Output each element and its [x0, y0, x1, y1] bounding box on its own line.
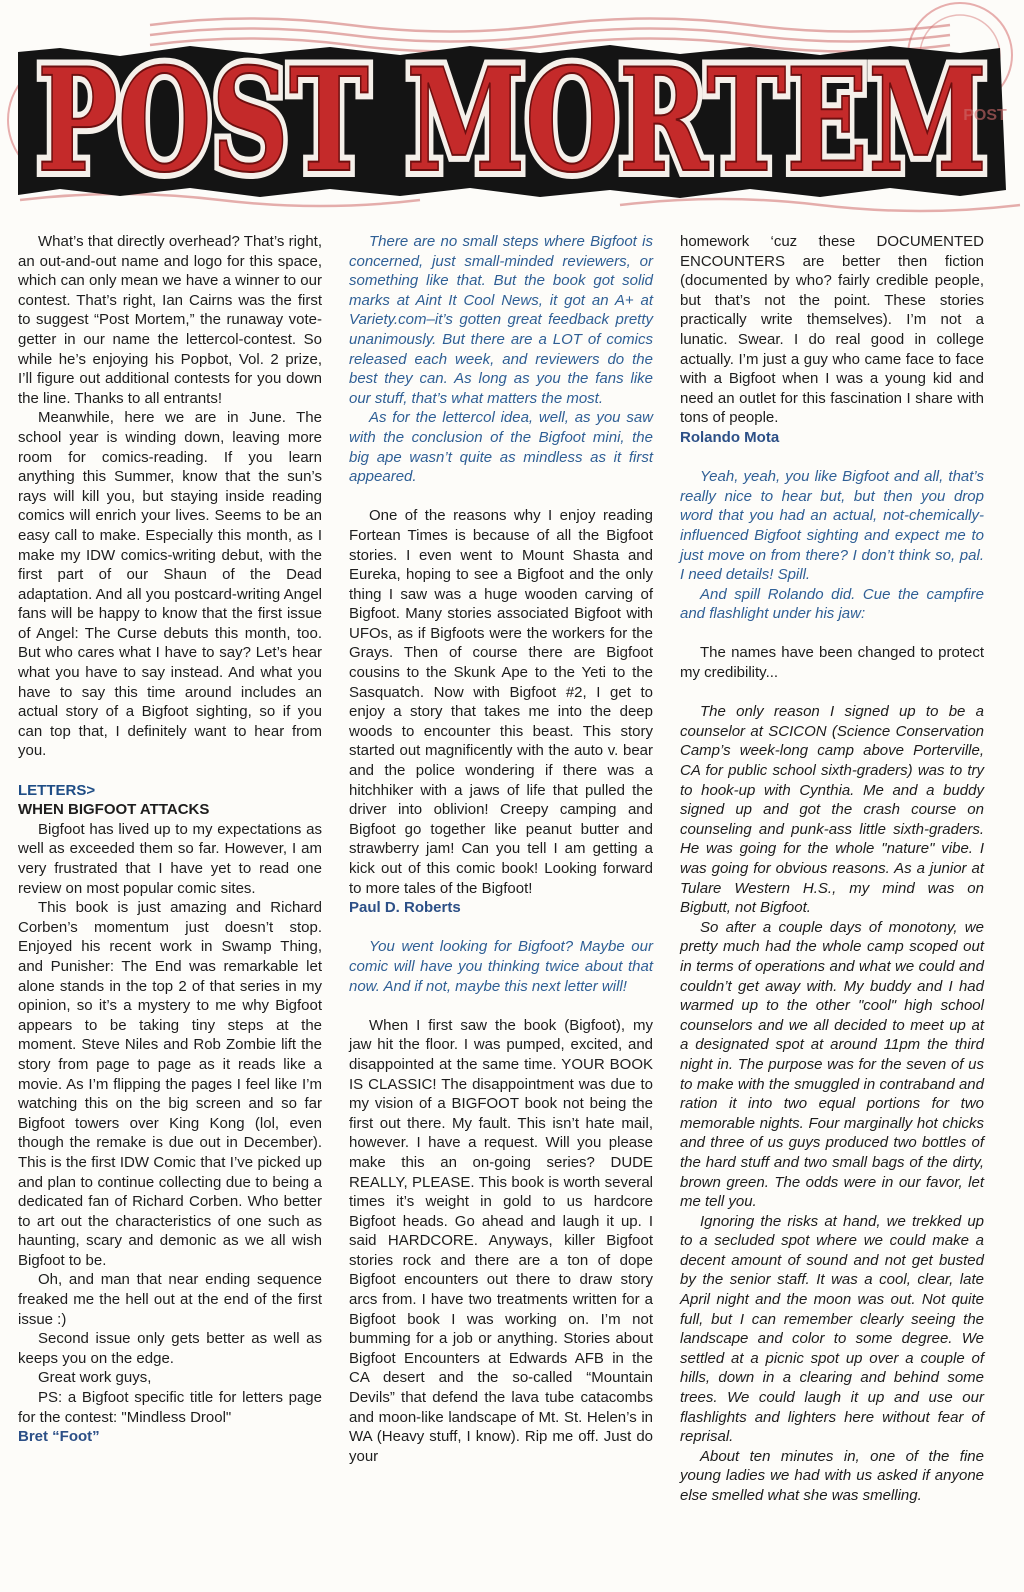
letter-1-para-3: Oh, and man that near ending sequence freaked me the hell out at the end of the first issue :): [18, 1271, 322, 1328]
letter-1-para-2: This book is just amazing and Richard Corben’s momentum just doesn’t stop. Enjoyed his recent work in Swamp Thing, and Punisher: The End was remarkable let alone stands in the top 2 of that series in my opinion, so it’s a mystery to me why Bigfoot appears to be taking tiny steps at the moment. Steve Niles and Rob Zombie lift the story from page to page as it reads like a movie. As I’m flipping the pages I feel like I’m watching this on the big screen and so far Bigfoot towers over King Kong (lol, even though the remake is due out in December). This is the first IDW Comic that I’ve picked up and plan to continue collecting due to being a dedicated fan of Richard Corben. Who better to art out the characteristics of one such as haunting, scary and demonic as we all wish Bigfoot to be.: [18, 899, 322, 1269]
story-para-1: The only reason I signed up to be a counselor at SCICON (Science Conservation Camp’s week-long camp above Porterville, CA for public school sixth-graders) was to try to hook-up with Cynthia. Me and a buddy signed up and got the crash course on counseling and punk-ass little sixth-graders. He was going for the whole "nature" vibe. I was going for obvious reasons. As a junior at Tulare Western H.S., my mind was on Bigbutt, not Bigfoot.: [680, 703, 984, 917]
letter-3-body-continued: homework ‘cuz these DOCUMENTED ENCOUNTERS are better then fiction (documented by who? fairly credible people, but that’s not the point. These stories practically write themselves). I’m not a lunatic. Swear. I do real good in college actually. I’m just a guy who came face to face with a Bigfoot when I was a young kid and need an outlet for this fascination I share with tons of people.: [680, 233, 984, 427]
editor-reply-2: As for the lettercol idea, well, as you saw with the conclusion of the Bigfoot mini, the big ape wasn’t quite as mindless as it first appeared.: [349, 409, 653, 486]
editor-reply-5: And spill Rolando did. Cue the campfire and flashlight under his jaw:: [680, 585, 984, 623]
editor-intro-2: Meanwhile, here we are in June. The school year is winding down, leaving more room for comics-reading. If you learn anything this Summer, know that the sun’s rays will kill you, but staying inside reading comics will enrich your lives. Seems to be an easy call to make. Especially this month, as I make my IDW comics-writing debut, with the first part of our Shaun of the Dead adaptation. And all you postcard-writing Angel fans will be happy to know that the first issue of Angel: The Curse debuts this month, too. But who cares what I have to say? Let’s hear what you have to say instead. And what you have to say this time around includes an actual story of a Bigfoot sighting, so if you can top that, I definitely want to hear from you.: [18, 409, 322, 760]
editor-intro-1: What’s that directly overhead? That’s right, an out-and-out name and logo for this space, which can only mean we have a winner to our contest. That’s right, Ian Cairns was the first to suggest “Post Mortem,” the runaway vote-getter in our name the lettercol-contest. So while he’s enjoying his Popbot, Vol. 2 prize, I’ll figure out additional contests for you down the line. Thanks to all entrants!: [18, 233, 322, 407]
letters-label: LETTERS>: [18, 781, 96, 799]
story-note: The names have been changed to protect my credibility...: [680, 644, 984, 682]
editor-reply-3: You went looking for Bigfoot? Maybe our comic will have you thinking twice about that now. And if not, maybe this next letter will!: [349, 938, 653, 995]
letter-3-body: When I first saw the book (Bigfoot), my jaw hit the floor. I was pumped, excited, and disappointed at the same time. YOUR BOOK IS CLASSIC! The disappointment was due to my vision of a BIGFOOT book not being the first out there. My fault. This isn’t hate mail, however. I have a request. Will you please make this an on-going series? DUDE REALLY, PLEASE. This book is worth several times it’s weight in gold to us hardcore Bigfoot heads. Go ahead and laugh it up. I said HARDCORE. Anyways, killer Bigfoot stories rock and there are a ton of dope Bigfoot encounters out there to draw story arcs from. I have two treatments written for a Bigfoot book I was working on. I’m not bumming for a job or anything. Stories about Bigfoot Encounters at Edwards AFB in the CA desert and the so-called “Mountain Devils” that defend the lava tube catacombs and moon-like landscape of Mt. St. Helen’s in WA (Heavy stuff, I know). Rip me off. Just do your: [349, 1016, 653, 1465]
editor-reply-4: Yeah, yeah, you like Bigfoot and all, that’s really nice to hear but, but then you drop word that you had an actual, not-chemically-influenced Bigfoot sighting and expect me to just move on from there? I don’t think so, pal. I need details! Spill.: [680, 468, 984, 584]
letter-1-para-5: Great work guys,: [38, 1369, 152, 1387]
story-para-2: So after a couple days of monotony, we pretty much had the whole camp scoped out in terms of operations and what we could and couldn’t get away with. My buddy and I had warmed up to the other "cool" high school counselors and we all decided to meet up at a designated spot at around 11pm the third night in. The purpose was for the seven of us to make with the smuggled in contraband and ration it into two equal portions for two memorable nights. Four marginally hot chicks and three of us guys produced two bottles of the hard stuff and two small bags of the dirty, brown green. The odds were in our favor, let me tell you.: [680, 918, 984, 1211]
letter-columns: [18, 232, 984, 1506]
letter-heading: WHEN BIGFOOT ATTACKS: [18, 801, 210, 819]
editor-reply-1: There are no small steps where Bigfoot is concerned, just small-minded reviewers, or something like that. But the book got solid marks at Aint It Cool News, it got an A+ at Variety.com–it’s gotten great feedback pretty unanimously. But there are a LOT of comics released each week, and reviewers do the best they can. As long as you the fans like our stuff, that’s what matters the most.: [349, 233, 653, 407]
logo-title-outline: POST MORTEM: [37, 38, 987, 204]
letter-2-signature: Paul D. Roberts: [349, 899, 461, 917]
letter-1-para-1: Bigfoot has lived up to my expectations as well as exceeded them so far. However, I am very frustrated that I have yet to read one review on most popular comic sites.: [18, 820, 322, 897]
letter-2-body: One of the reasons why I enjoy reading Fortean Times is because of all the Bigfoot stories. I even went to Mount Shasta and Eureka, hoping to see a Bigfoot and the only thing I saw was a huge wooden carving of Bigfoot. Many stories associated Bigfoot with UFOs, as if Bigfoots were the workers for the Grays. Then of course there are Bigfoot cousins to the Skunk Ape to the Yeti to the Sasquatch. Now with Bigfoot #2, I get to enjoy a story that takes me into the deep woods to encounter this beast. This story started out magnificently with the auto v. bear and the police wondering if there was a hitchhiker with a jaws of life that pulled the driver into oblivion! Creepy camping and Bigfoot go together like peanut butter and strawberry jam! Can you tell I am getting a kick out of this comic book! Looking forward to more tales of the Bigfoot!: [349, 507, 653, 897]
letter-1-para-6: PS: a Bigfoot specific title for letters page for the contest: "Mindless Drool": [18, 1389, 322, 1426]
postmark-label: POST: [963, 107, 1007, 124]
logo-title: POST MORTEM: [37, 38, 987, 204]
column-1: [18, 232, 322, 1506]
letter-1-signature: Bret “Foot”: [18, 1428, 100, 1446]
story-para-3: Ignoring the risks at hand, we trekked up to a secluded spot where we could make a decent amount of sound and not get busted by the senior staff. It was a cool, clear, late April night and the moon was out. Not quite full, but I can remember clearly seeing the landscape and color to some degree. We settled at a picnic spot up over a couple of hills, down in a clearing and behind some trees. We could laugh it up and use our flashlights and lighters here without fear of reprisal.: [680, 1212, 984, 1446]
letter-3-signature: Rolando Mota: [680, 428, 780, 446]
column-3: [680, 232, 984, 1506]
letter-1-para-4: Second issue only gets better as well as keeps you on the edge.: [18, 1330, 322, 1367]
story-para-4: About ten minutes in, one of the fine young ladies we had with us asked if anyone else smelled what she was smelling.: [680, 1447, 984, 1504]
header-artwork: [0, 0, 1024, 230]
column-2: [349, 232, 653, 1506]
post-mortem-header: [0, 0, 1024, 230]
